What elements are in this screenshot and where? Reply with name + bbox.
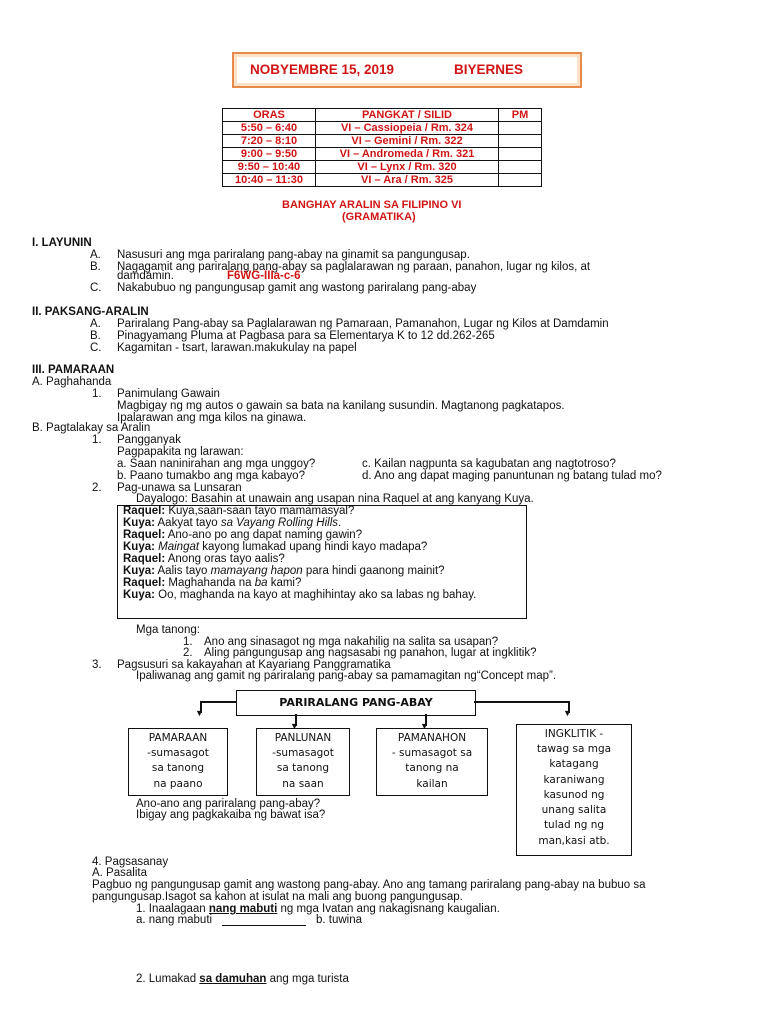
question-2-text: Aling pangungusap ang nagsasabi ng panahon, lugar at ingklitik? [204,647,537,659]
paksa-c-label: C. [90,342,102,354]
question-2-num: 2. [183,647,193,659]
speaker: Raquel: [123,553,166,565]
dialogue-instruction: Dayalogo: Basahin at unawain ang usapan nina Raquel at ang kanyang Kuya. [136,493,534,505]
lesson-title: BANGHAY ARALIN SA FILIPINO VI [282,199,462,211]
question-1-text: Ano ang sinasagot ng mga nakahilig na salita sa usapan? [204,636,499,648]
pangganyak-text: Pagpapakita ng larawan: [117,446,244,458]
concept-box-pamanahon [376,728,488,796]
cell-pm [499,174,542,187]
concept-box-panlunan [256,728,350,796]
step-3-label: Pagsusuri sa kakayahan at Kayariang Panggramatika [117,659,391,671]
pasalita-heading: A. Pasalita [92,867,147,879]
box-line: katagang [549,758,599,771]
dialogue-box [117,505,527,619]
table-row [223,148,542,161]
section-heading-paksa: II. PAKSANG-ARALIN [32,306,149,318]
concept-map-title: PARIRALANG PANG-ABAY [236,690,476,716]
cell-time: 9:50 – 10:40 [223,161,316,174]
step-3-text: Ipaliwanag ang gamit ng pariralang pang-abay sa pamamagitan ng“Concept map”. [136,670,557,682]
question-1-num: 1. [183,636,193,648]
box-line: na paano [153,777,203,790]
concept-question-2: Ibigay ang pagkakaiba ng bawat isa? [136,809,326,821]
panimulang-gawain: Panimulang Gawain [117,388,220,400]
arrow-down-icon: ▼ [420,721,429,731]
section-heading-layunin: I. LAYUNIN [32,237,92,249]
line-text: Anong oras tayo aalis? [165,553,285,565]
cell-pm [499,161,542,174]
paksa-a-label: A. [90,318,101,330]
cell-section: VI – Cassiopeia / Rm. 324 [316,122,499,135]
line-text-post: . [338,517,342,529]
dialogue-line [123,589,476,602]
speaker: Kuya: [123,517,155,529]
paksa-c-text: Kagamitan - tsart, larawan.makukulay na papel [117,342,357,354]
box-line: - sumasagot sa [391,747,473,760]
line-text: Aakyat tayo [154,517,221,529]
box-line: sa tanong [151,762,205,775]
competency-code: F6WG-IIIa-c-6 [227,270,301,282]
box-line: kasunod ng [543,788,605,801]
pangganyak-heading: Pangganyak [117,434,181,446]
box-line: -sumasagot [272,747,334,760]
box-line: tanong na [405,762,459,775]
objective-a: A. [90,249,101,261]
exercise-item-2 [136,973,349,986]
table-row [223,174,542,187]
line-text: Kuya,saan-saan tayo mamamasyal? [165,505,355,517]
arrow-down-icon: ▼ [290,721,299,731]
question-a: a. Saan naninirahan ang mga unggoy? [117,458,316,470]
box-line: na saan [282,777,324,790]
schedule-table [222,108,542,187]
line-italic: sa Vayang Rolling Hills [220,517,338,529]
answer-blank-line [222,925,306,926]
speaker: Raquel: [123,529,166,541]
box-line: unang salita [541,804,607,817]
connector [200,701,236,703]
item-2-post: ang mga turista [266,973,349,985]
cell-section: VI – Andromeda / Rm. 321 [316,148,499,161]
item-1-post: ng mga Ivatan ang nakagisnang kaugalian. [277,903,500,915]
date-header-box [232,52,582,88]
objective-b-text: Nagagamit ang pariralang pang-abay sa paglalarawan ng paraan, panahon, lugar ng kilos, at [117,261,591,273]
objective-c-text: Nakabubuo ng pangungusap gamit ang wastong pariralang pang-abay [117,282,477,294]
item-1-underlined: nang mabuti [208,903,278,915]
box-line: tawag sa mga [536,743,612,756]
line-italic: ba [254,577,268,589]
box-line: karaniwang [543,773,605,786]
table-row [223,122,542,135]
pagsasanay-text-2: pangungusap.Isagot sa kahon at isulat na mali ang buong pangungusap. [92,891,463,903]
objective-a-text: Nasusuri ang mga pariralang pang-abay na ginamit sa pangungusap. [117,249,470,261]
step-3-num: 3. [92,659,102,671]
pagsasanay-heading: 4. Pagsasanay [92,856,169,868]
line-text-post: kami? [267,577,302,589]
cell-time: 9:00 – 9:50 [223,148,316,161]
speaker: Raquel: [123,505,166,517]
question-b: b. Paano tumakbo ang mga kabayo? [117,470,305,482]
panimulang-text-2: Ipalarawan ang mga kilos na ginawa. [117,412,307,424]
item-1-choice-b: b. tuwina [316,914,363,926]
box-line: sa tanong [276,762,330,775]
box-line: -sumasagot [147,747,209,760]
cell-section: VI – Lynx / Rm. 320 [316,161,499,174]
concept-question-1: Ano-ano ang pariralang pang-abay? [136,798,321,810]
col-header-pangkat: PANGKAT / SILID [316,109,499,122]
concept-box-pamaraan [128,728,228,796]
cell-section: VI – Ara / Rm. 325 [316,174,499,187]
questions-label: Mga tanong: [136,624,200,636]
cell-time: 5:50 – 6:40 [223,122,316,135]
line-text-post: kayong lumakad upang hindi kayo madapa? [199,541,428,553]
item-2-underlined: sa damuhan [199,973,267,985]
paksa-b-text: Pinagyamang Pluma at Pagbasa para sa Elementarya K to 12 dd.262-265 [117,330,495,342]
objective-c: C. [90,282,102,294]
item-1-pre: 1. Inaalagaan [136,903,209,915]
concept-box-ingklitik [516,724,632,856]
line-text: Aalis tayo [154,565,211,577]
line-text: Oo, maghanda na kayo at maghihintay ako sa labas ng bahay. [154,589,477,601]
step-1-num: 1. [92,388,102,400]
box-line: PAMARAAN [148,732,208,744]
arrow-down-icon: ▼ [563,708,572,718]
line-text: Ano-ano po ang dapat naming gawin? [165,529,363,541]
line-italic: mamayang hapon [210,565,303,577]
section-heading-pamaraan: III. PAMARAAN [32,364,115,376]
paksa-a-text: Pariralang Pang-abay sa Paglalarawan ng Pamaraan, Pamanahon, Lugar ng Kilos at Damdamin [117,318,609,330]
item-1-choice-a: a. nang mabuti [136,914,213,926]
question-c: c. Kailan nagpunta sa kagubatan ang nagtotroso? [362,458,616,470]
arrow-down-icon: ▼ [195,708,204,718]
pag-unawa-heading: Pag-unawa sa Lunsaran [117,482,242,494]
box-line: PANLUNAN [274,732,332,744]
line-text-post: para hindi gaanong mainit? [302,565,445,577]
panimulang-text-1: Magbigay ng mg autos o gawain sa bata na kanilang susundin. Magtanong pagkatapos. [117,400,565,412]
box-line: PAMANAHON [397,732,467,744]
step-1b-num: 1. [92,434,102,446]
col-header-oras: ORAS [223,109,316,122]
item-2-pre: 2. Lumakad [136,973,200,985]
date-text: NOBYEMBRE 15, 2019 [250,62,395,77]
pagsasanay-text-1: Pagbuo ng pangungusap gamit ang wastong pang-abay. Ano ang tamang pariralang pang-abay na bubuo sa [92,879,646,891]
cell-time: 10:40 – 11:30 [223,174,316,187]
speaker: Kuya: [123,589,155,601]
cell-time: 7:20 – 8:10 [223,135,316,148]
connector [474,701,569,703]
step-2-num: 2. [92,482,102,494]
cell-pm [499,122,542,135]
line-text: Maghahanda na [165,577,255,589]
day-text: BIYERNES [454,62,524,77]
box-line: INGKLITIK - [544,728,604,740]
cell-pm [499,148,542,161]
speaker: Kuya: [123,541,155,553]
table-row [223,161,542,174]
paghahanda-heading: A. Paghahanda [32,376,112,388]
line-italic: Maingat [158,541,200,553]
box-line: man,kasi atb. [538,834,610,847]
question-d: d. Ano ang dapat maging panuntunan ng batang tulad mo? [362,470,662,482]
table-row [223,135,542,148]
box-line: kailan [416,777,448,790]
schedule-header-row [223,109,542,122]
speaker: Raquel: [123,577,166,589]
lesson-subtitle: (GRAMATIKA) [342,211,416,223]
objective-b: B. [90,261,101,273]
cell-pm [499,135,542,148]
pagtalakay-heading: B. Pagtalakay sa Aralin [32,422,151,434]
paksa-b-label: B. [90,330,101,342]
box-line: tulad ng ng [543,819,605,832]
speaker: Kuya: [123,565,155,577]
cell-section: VI – Gemini / Rm. 322 [316,135,499,148]
col-header-pm: PM [499,109,542,122]
objective-b-text-2: damdamin. [117,270,174,282]
